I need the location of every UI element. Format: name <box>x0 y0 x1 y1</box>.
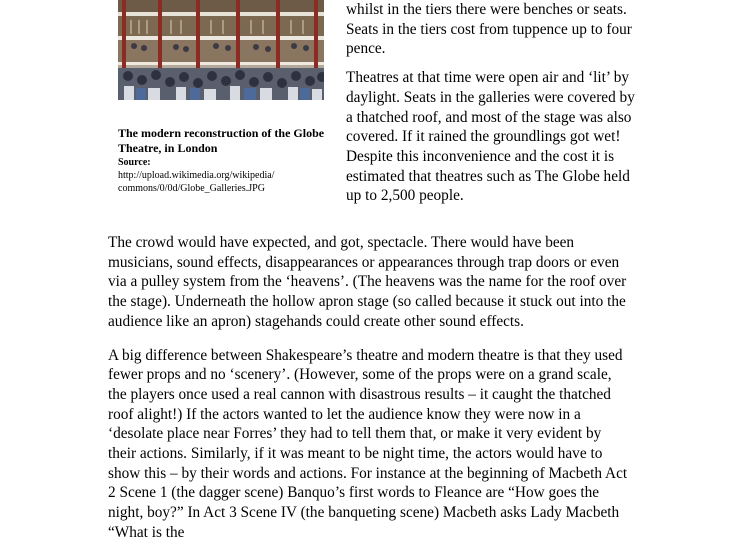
source-label: Source: <box>118 157 151 168</box>
source-url-line-1: http://upload.wikimedia.org/wikipedia/ <box>118 170 275 181</box>
globe-galleries-image <box>118 0 324 100</box>
figure-caption-title: The modern reconstruction of the Globe Theatre, in London <box>118 126 325 155</box>
figure-caption-source <box>118 156 328 195</box>
paragraph: Theatres at that time were open air and ‘lit’ by daylight. Seats in the galleries were covered by a thatched roof, and most of the stage was also covered. If it rained the groundlings got wet! Despite this inconvenience and the cost it is estimated that theatres such as The Globe held up to 2,500 people. <box>346 69 635 205</box>
paragraph: The crowd would have expected, and got, spectacle. There would have been musicians, sound effects, disappearances or appearances through trap doors or even via a pulley system from the ‘heavens’. (The heavens was the name for the roof over the stage). Underneath the hollow apron stage (so called because it stuck out into the audience like an apron) stagehands could create other sound effects. <box>108 234 627 330</box>
globe-theatre-photo <box>118 0 324 100</box>
right-column-text <box>346 0 638 206</box>
paragraph: whilst in the tiers there were benches or seats. Seats in the tiers cost from tuppence up to four pence. <box>346 1 632 58</box>
body-text <box>108 233 628 557</box>
source-url-line-2: commons/0/0d/Globe_Galleries.JPG <box>118 183 265 194</box>
paragraph: A big difference between Shakespeare’s theatre and modern theatre is that they used fewer props and no ‘scenery’. (However, some of the props were on a grand scale, the players once used a real cannon with disastrous results – it caught the thatched roof alight!) If the actors wanted to let the audience know they were now in a ‘desolate place near Forres’ they had to tell them that, or make it very evident by their actions. Similarly, if it was meant to be night time, the actors would have to show this – by their words and actions. For instance at the beginning of Macbeth Act 2 Scene 1 (the dagger scene) Banquo’s first words to Fleance are “How goes the night, boy?” In Act 3 Scene IV (the banqueting scene) Macbeth asks Lady Macbeth “What is the <box>108 346 628 541</box>
